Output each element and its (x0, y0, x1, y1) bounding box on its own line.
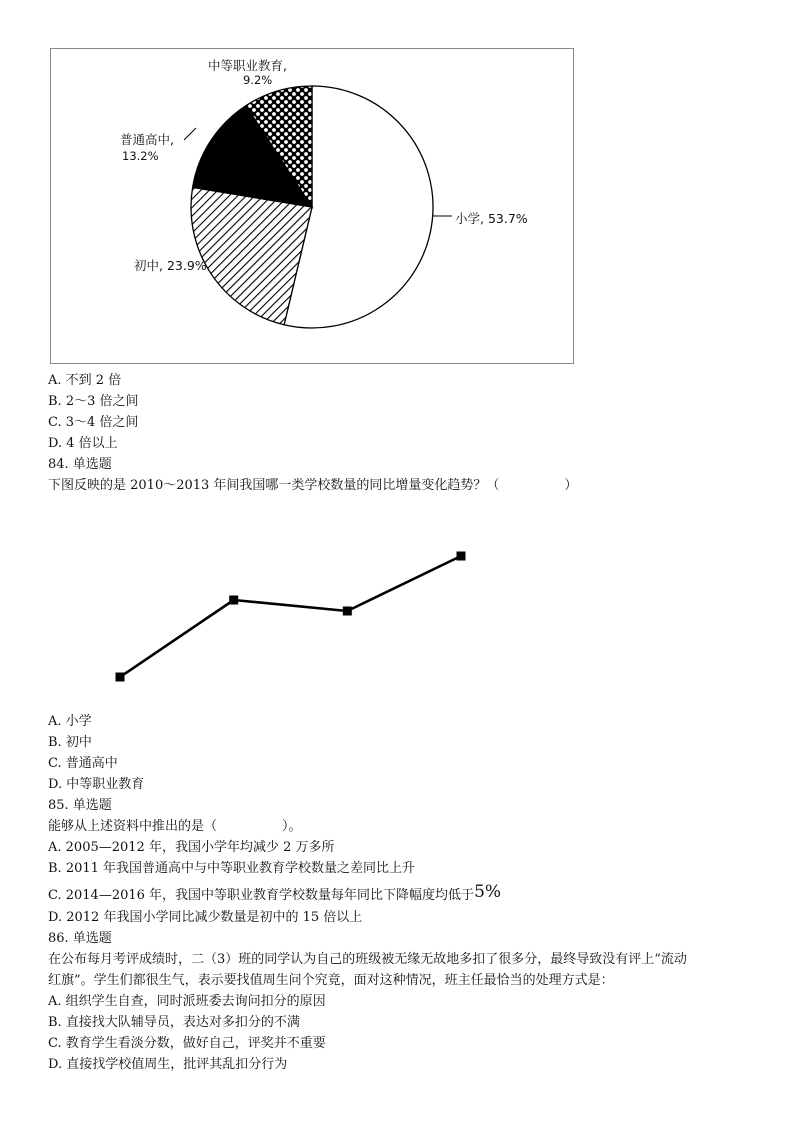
q86-option-d: D. 直接找学校值周生，批评其乱扣分行为 (48, 1057, 288, 1072)
q85-stem: 能够从上述资料中推出的是（ ）。 (48, 819, 302, 834)
q84-option-c: C. 普通高中 (48, 756, 118, 771)
q86-header: 86. 单选题 (48, 931, 112, 946)
q86-option-c: C. 教育学生看淡分数，做好自己，评奖并不重要 (48, 1036, 326, 1051)
pie-label-senior-name: 普通高中, (120, 132, 174, 147)
trend-point-2013 (457, 552, 466, 561)
pie-label-junior: 初中, 23.9% (134, 258, 207, 273)
q83-option-d: D. 4 倍以上 (48, 436, 118, 451)
q84-stem: 下图反映的是 2010～2013 年间我国哪一类学校数量的同比增量变化趋势？（ ） (48, 478, 578, 493)
q84-option-b: B. 初中 (48, 735, 92, 750)
q84-header: 84. 单选题 (48, 457, 112, 472)
pie-label-senior-pct: 13.2% (122, 149, 159, 163)
trend-point-2011 (229, 596, 238, 605)
q86-option-a: A. 组织学生自查，同时派班委去询问扣分的原因 (48, 994, 326, 1009)
q83-option-c: C. 3～4 倍之间 (48, 415, 139, 430)
trend-point-2012 (343, 607, 352, 616)
q85-option-d: D. 2012 年我国小学同比减少数量是初中的 15 倍以上 (48, 910, 363, 925)
q84-option-a: A. 小学 (48, 714, 92, 729)
q85-option-a: A. 2005—2012 年，我国小学年均减少 2 万多所 (48, 840, 335, 855)
q85-option-c-text: C. 2014—2016 年，我国中等职业教育学校数量每年同比下降幅度均低于 (48, 888, 475, 903)
q83-option-b: B. 2～3 倍之间 (48, 394, 139, 409)
pie-label-primary: 小学, 53.7% (455, 211, 528, 226)
q85-header: 85. 单选题 (48, 798, 112, 813)
q86-stem-line2: 红旗”。学生们都很生气，表示要找值周生问个究竟，面对这种情况，班主任最恰当的处理方式是： (48, 973, 614, 988)
q86-option-b: B. 直接找大队辅导员，表达对多扣分的不满 (48, 1015, 300, 1030)
q85-option-c-suffix: 5% (474, 882, 502, 902)
trend-point-2010 (116, 673, 125, 682)
pie-label-vocational-pct: 9.2% (243, 73, 273, 87)
q83-option-a: A. 不到 2 倍 (48, 373, 122, 388)
pie-label-vocational-name: 中等职业教育, (208, 58, 287, 73)
q85-option-b: B. 2011 年我国普通高中与中等职业教育学校数量之差同比上升 (48, 861, 416, 876)
trend-line (120, 556, 461, 677)
q85-option-c (48, 882, 502, 904)
q86-stem-line1: 在公布每月考评成绩时，二（3）班的同学认为自己的班级被无缘无故地多扣了很多分，最终导致没有评上“流动 (48, 952, 687, 967)
q84-option-d: D. 中等职业教育 (48, 777, 145, 792)
